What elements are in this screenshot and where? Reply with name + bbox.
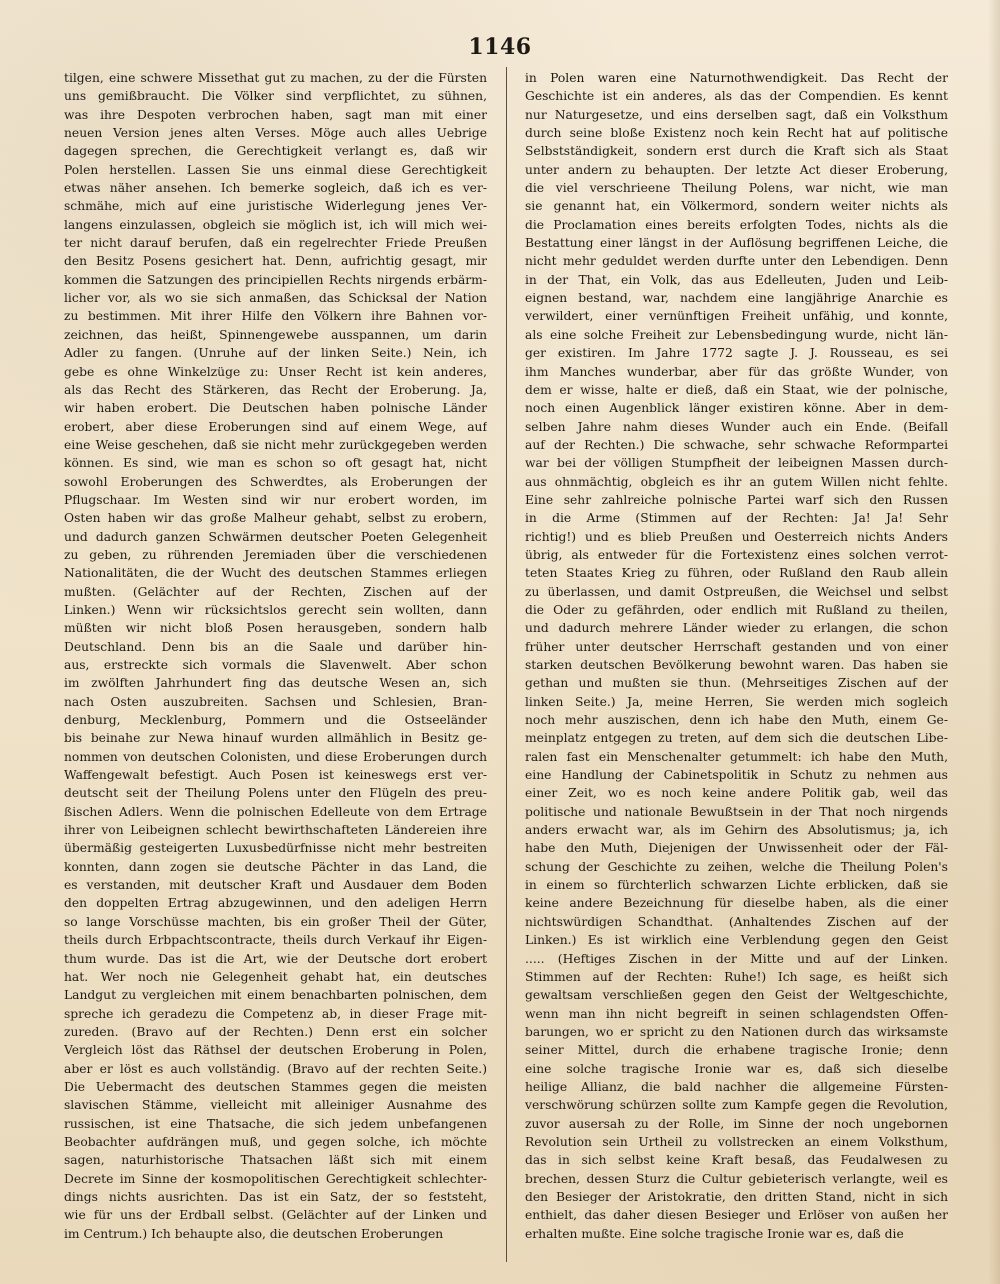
right-column-line: anders erwacht war, als im Gehirn des Absolutismus; ja, ich — [525, 823, 948, 838]
right-column-line: noch einen Augenblick länger existiren könne. Aber in dem- — [525, 401, 948, 416]
right-column-line: linken Seite.) Ja, meine Herren, Sie werden mich sogleich — [525, 694, 948, 709]
right-column-line: seiner Mittel, durch die erhabene tragische Ironie; denn — [525, 1043, 948, 1058]
right-column-line: habe den Muth, Diejenigen der Unwissenheit oder der Fäl- — [525, 841, 948, 856]
left-column-line: Vergleich löst das Räthsel der deutschen Eroberung in Polen, — [64, 1043, 487, 1058]
page-number: 1146 — [468, 34, 532, 60]
right-column-line: als eine solche Freiheit zur Lebensbedingung wurde, nicht län- — [525, 327, 948, 342]
left-column-line: gebe es ohne Winkelzüge zu: Unser Recht ist kein anderes, — [64, 364, 487, 379]
right-column-line: richtig!) und es blieb Preußen und Oesterreich nichts Anders — [525, 529, 948, 544]
left-column-line: kommen die Satzungen des principiellen Rechts nirgends erbärm- — [64, 272, 487, 287]
right-column-line: die viel verschrieene Theilung Polens, war nicht, wie man — [525, 181, 948, 196]
right-column-line: aus ohnmächtig, obgleich es ihr an gutem Willen nicht fehlte. — [525, 474, 948, 489]
left-column-line: können. Es sind, wie man es schon so oft gesagt hat, nicht — [64, 456, 487, 471]
right-column-line: zu überlassen, und damit Ostpreußen, die Weichsel und selbst — [525, 584, 948, 599]
left-column-line: tilgen, eine schwere Missethat gut zu machen, zu der die Fürsten — [64, 71, 487, 85]
right-column-line: brechen, dessen Sturz die Cultur gebieterisch verlangte, weil es — [525, 1171, 948, 1186]
right-column-line: nichtswürdigen Schandthat. (Anhaltendes Zischen auf der — [525, 914, 948, 929]
left-column-line: sowohl Eroberungen des Schwerdtes, als Eroberungen der — [64, 474, 487, 489]
right-column-line: noch mehr auszischen, denn ich habe den Muth, einem Ge- — [525, 713, 948, 728]
left-column-line: mußten. (Gelächter auf der Rechten, Zischen auf der — [64, 584, 487, 599]
left-column-line: erobert, aber diese Eroberungen sind auf einem Wege, auf — [64, 419, 487, 434]
left-column-line: Decrete im Sinne der kosmopolitischen Gerechtigkeit schlechter- — [64, 1171, 487, 1186]
right-column-line: unter andern zu behaupten. Der letzte Act dieser Eroberung, — [525, 162, 948, 177]
left-column-line: deutscht seit der Theilung Polens unter den Flügeln des preu- — [64, 786, 487, 801]
right-column-line: in der That, ein Volk, das aus Edelleuten, Juden und Leib- — [525, 272, 948, 287]
right-column-line: einer Zeit, wo es noch keine andere Politik gab, weil das — [525, 786, 948, 801]
right-column-line: die Oder zu gefährden, oder endlich mit Rußland zu theilen, — [525, 602, 948, 617]
left-column-line: nommen von deutschen Colonisten, und diese Eroberungen durch — [64, 749, 487, 764]
left-column-line: Osten haben wir das große Malheur gehabt, selbst zu erobern, — [64, 511, 487, 526]
left-column-line: Polen herstellen. Lassen Sie uns einmal diese Gerechtigkeit — [64, 162, 487, 177]
right-column-line: Geschichte ist ein anderes, als das der Compendien. Es kennt — [525, 89, 948, 104]
left-column-line: Waffengewalt befestigt. Auch Posen ist keineswegs erst ver- — [64, 768, 487, 783]
left-column-line: im Centrum.) Ich behaupte also, die deutschen Eroberungen — [64, 1226, 444, 1241]
left-column-line: konnten, dann zogen sie deutsche Pächter in das Land, die — [64, 859, 487, 874]
right-column-line: durch seine bloße Existenz noch kein Recht hat auf politische — [525, 126, 948, 141]
left-column-line: ßischen Adlers. Wenn die polnischen Edelleute von dem Ertrage — [64, 804, 487, 819]
left-column-line: russischen, ist eine Thatsache, die sich jedem unbefangenen — [64, 1116, 487, 1131]
right-column-line: Bestattung einer längst in der Auflösung begriffenen Leiche, die — [525, 236, 948, 251]
left-column-line: licher vor, als wo sie sich anmaßen, das Schicksal der Nation — [64, 291, 487, 306]
right-column-line: gewaltsam verschließen gegen den Geist der Weltgeschichte, — [525, 988, 948, 1003]
left-column-line: und dadurch ganzen Schwärmen deutscher Poeten Gelegenheit — [64, 529, 487, 544]
left-column-line: dings nichts ausrichten. Das ist ein Satz, der so feststeht, — [64, 1189, 487, 1204]
right-column-line: Stimmen auf der Rechten: Ruhe!) Ich sage, es heißt sich — [525, 969, 948, 984]
left-column-line: uns gemißbraucht. Die Völker sind verpflichtet, zu sühnen, — [64, 89, 487, 104]
left-column-line: thum wurde. Das ist die Art, wie der Deutsche dort erobert — [64, 951, 487, 966]
left-column-line: müßten wir nicht bloß Posen herausgeben, sondern halb — [64, 621, 487, 636]
right-column-line: erhalten mußte. Eine solche tragische Ironie war es, daß die — [525, 1226, 904, 1241]
left-column-line: aber er löst es auch vollständig. (Bravo auf der rechten Seite.) — [64, 1061, 487, 1076]
left-column-line: Pflugschaar. Im Westen sind wir nur erobert worden, im — [64, 492, 487, 507]
left-column-line: theils durch Erbpachtscontracte, theils durch Verkauf ihr Eigen- — [64, 933, 487, 948]
left-column-line: Landgut zu vergleichen mit einem benachbarten polnischen, dem — [64, 988, 487, 1003]
left-column-line: wir haben erobert. Die Deutschen haben polnische Länder — [64, 401, 487, 416]
left-column-line: denburg, Mecklenburg, Pommern und die Ostseeländer — [64, 713, 487, 728]
right-column-line: ralen fast ein Menschenalter getummelt: ich habe den Muth, — [525, 749, 948, 764]
right-column-line: übrig, als entweder für die Fortexistenz eines solchen verrot- — [525, 547, 948, 562]
left-column-line: Die Uebermacht des deutschen Stammes gegen die meisten — [64, 1079, 487, 1094]
right-column-line: das in sich selbst keine Kraft besaß, das Feudalwesen zu — [525, 1153, 948, 1168]
left-column-line: dagegen sprechen, die Gerechtigkeit verlangt es, daß wir — [64, 144, 487, 159]
right-column-line: nicht mehr geduldet werden durfte unter den Lebendigen. Denn — [525, 254, 948, 269]
left-column-line: etwas näher ansehen. Ich bemerke sogleich, daß ich es ver- — [64, 181, 487, 196]
right-column-line: Eine sehr zahlreiche polnische Partei warf sich den Russen — [525, 492, 948, 507]
right-column-line: nur Naturgesetze, und eins derselben sagt, daß ein Volksthum — [525, 107, 948, 122]
right-column-line: und dadurch mehrere Länder wieder zu erlangen, die schon — [525, 621, 948, 636]
right-column-line: Revolution sein Urtheil zu vollstrecken an einem Volksthum, — [525, 1134, 948, 1149]
right-column-line: in die Arme (Stimmen auf der Rechten: Ja! Ja! Sehr — [525, 511, 948, 526]
right-column-line: ihm Manches wunderbar, aber für das größte Wunder, von — [525, 364, 948, 379]
column-divider — [506, 67, 507, 1262]
left-column-line: zureden. (Bravo auf der Rechten.) Denn erst ein solcher — [64, 1024, 487, 1039]
left-text-column — [64, 69, 487, 1259]
left-column-line: Linken.) Wenn wir rücksichtslos gerecht sein wollten, dann — [64, 602, 487, 617]
left-column-line: als das Recht des Stärkeren, das Recht der Eroberung. Ja, — [64, 382, 487, 397]
left-column-line: ihrer von Leibeignen schlecht bewirthschafteten Ländereien ihre — [64, 823, 487, 838]
left-column-line: was ihre Despoten verbrochen haben, sagt man mit einer — [64, 107, 487, 122]
left-column-line: neuen Version jenes alten Verses. Möge auch alles Uebrige — [64, 126, 487, 141]
left-column-line: schmähe, mich auf eine juristische Widerlegung jenes Ver- — [64, 199, 487, 214]
left-column-line: Deutschland. Denn bis an die Saale und darüber hin- — [64, 639, 487, 654]
right-column-line: wenn man ihn nicht begreift in seinen schlagendsten Offen- — [525, 1006, 948, 1021]
left-column-line: Adler zu fangen. (Unruhe auf der linken Seite.) Nein, ich — [64, 346, 487, 361]
right-column-line: den Besieger der Aristokratie, den dritten Stand, nicht in sich — [525, 1189, 948, 1204]
right-column-line: politische und nationale Bewußtsein in der That noch nirgends — [525, 804, 948, 819]
right-column-line: barungen, wo er spricht zu den Nationen durch das wirksamste — [525, 1024, 948, 1039]
right-column-line: meinplatz entgegen zu treten, auf dem sich die deutschen Libe- — [525, 731, 948, 746]
right-column-line: keine andere Bezeichnung für dieselbe haben, als die einer — [525, 896, 948, 911]
left-column-line: zeichnen, das heißt, Spinnengewebe ausspannen, um darin — [64, 327, 487, 342]
right-column-line: dem er wisse, halte er dieß, daß ein Staat, wie der polnische, — [525, 382, 948, 397]
left-column-line: bis beinahe zur Newa hinauf wurden allmählich in Besitz ge- — [64, 731, 487, 746]
right-column-line: in einem so fürchterlich schwarzen Lichte erblicken, daß sie — [525, 878, 948, 893]
right-column-line: eine solche tragische Ironie war es, daß sich dieselbe — [525, 1061, 948, 1076]
left-column-line: so lange Vorschüsse machten, bis ein großer Theil der Güter, — [64, 914, 487, 929]
right-column-line: teten Staates Krieg zu führen, oder Rußland den Raub allein — [525, 566, 948, 581]
right-column-line: schung der Geschichte zu zeihen, welche die Theilung Polen's — [525, 859, 948, 874]
right-text-column — [525, 69, 948, 1259]
right-column-line: früher unter deutscher Herrschaft gestanden und von einer — [525, 639, 948, 654]
left-column-line: ter nicht darauf berufen, daß ein regelrechter Friede Preußen — [64, 236, 487, 251]
right-column-line: die Proclamation eines bereits erfolgten Todes, nichts als die — [525, 217, 948, 232]
left-column-line: zu geben, zu rührenden Jeremiaden über die verschiedenen — [64, 547, 487, 562]
right-column-line: eignen bestand, war, nachdem eine langjährige Anarchie es — [525, 291, 948, 306]
right-column-line: selben Jahre nahm dieses Wunder auch ein Ende. (Beifall — [525, 419, 948, 434]
right-column-line: verschwörung schürzen sollte zum Kampfe gegen die Revolution, — [525, 1098, 948, 1113]
left-column-line: Nationalitäten, die der Wucht des deutschen Stammes erliegen — [64, 566, 487, 581]
left-column-line: übermäßig gesteigerten Luxusbedürfnisse nicht mehr bestreiten — [64, 841, 487, 856]
left-column-line: im zwölften Jahrhundert fing das deutsche Wesen an, sich — [64, 676, 487, 691]
left-column-line: slavischen Stämme, vielleicht mit alleiniger Ausnahme des — [64, 1098, 487, 1113]
right-column-line: Linken.) Es ist wirklich eine Verblendung gegen den Geist — [525, 933, 948, 948]
right-column-line: ..... (Heftiges Zischen in der Mitte und auf der Linken. — [525, 951, 948, 966]
right-column-line: heilige Allianz, die bald nachher die allgemeine Fürsten- — [525, 1079, 948, 1094]
right-column-line: ger existiren. Im Jahre 1772 sagte J. J. Rousseau, es sei — [525, 346, 948, 361]
right-column-line: starken deutschen Bevölkerung bewohnt waren. Das haben sie — [525, 658, 948, 672]
right-column-line: enthielt, das daher diesen Besieger und Erlöser von außen her — [525, 1208, 948, 1223]
right-column-line: sie genannt hat, ein Völkermord, sondern weiter nichts als — [525, 199, 948, 214]
left-column-line: aus, erstreckte sich vormals die Slavenwelt. Aber schon — [64, 658, 487, 672]
left-column-line: zu bestimmen. Mit ihrer Hilfe den Völkern ihre Bahnen vor- — [64, 309, 487, 324]
left-column-line: den Besitz Posens gesichert hat. Denn, aufrichtig gesagt, mir — [64, 254, 487, 269]
left-column-line: sagen, naturhistorische Thatsachen läßt sich mit einem — [64, 1153, 487, 1168]
right-column-line: war bei der völligen Stumpfheit der leibeignen Massen durch- — [525, 456, 948, 471]
right-column-line: verwildert, einer vernünftigen Freiheit unfähig, und konnte, — [525, 309, 948, 324]
right-column-line: Selbstständigkeit, sondern erst durch die Kraft sich als Staat — [525, 144, 948, 159]
left-column-line: eine Weise geschehen, daß sie nicht mehr zurückgegeben werden — [64, 437, 487, 452]
left-column-line: wie für uns der Erdball selbst. (Gelächter auf der Linken und — [64, 1208, 487, 1223]
right-column-line: eine Handlung der Cabinetspolitik in Schutz zu nehmen aus — [525, 768, 948, 783]
left-column-line: es verstanden, mit deutscher Kraft und Ausdauer dem Boden — [64, 878, 487, 893]
right-column-line: in Polen waren eine Naturnothwendigkeit. Das Recht der — [525, 71, 948, 85]
right-column-line: auf der Rechten.) Die schwache, sehr schwache Reformpartei — [525, 437, 948, 452]
left-column-line: den doppelten Ertrag abzugewinnen, und den adeligen Herrn — [64, 896, 487, 911]
left-column-line: Beobachter aufdrängen muß, und gegen solche, ich möchte — [64, 1134, 487, 1149]
scan-edge-shadow — [988, 0, 1000, 1284]
left-column-line: spreche ich geradezu die Competenz ab, in dieser Frage mit- — [64, 1006, 487, 1021]
right-column-line: zuvor ausersah zu der Rolle, im Sinne der noch ungebornen — [525, 1116, 948, 1131]
right-column-line: gethan und mußten sie thun. (Mehrseitiges Zischen auf der — [525, 676, 948, 691]
left-column-line: nach Osten auszubreiten. Sachsen und Schlesien, Bran- — [64, 694, 487, 709]
left-column-line: hat. Wer noch nie Gelegenheit gehabt hat, ein deutsches — [64, 969, 487, 984]
left-column-line: langens einzulassen, obgleich sie möglich ist, ich will mich wei- — [64, 217, 487, 232]
